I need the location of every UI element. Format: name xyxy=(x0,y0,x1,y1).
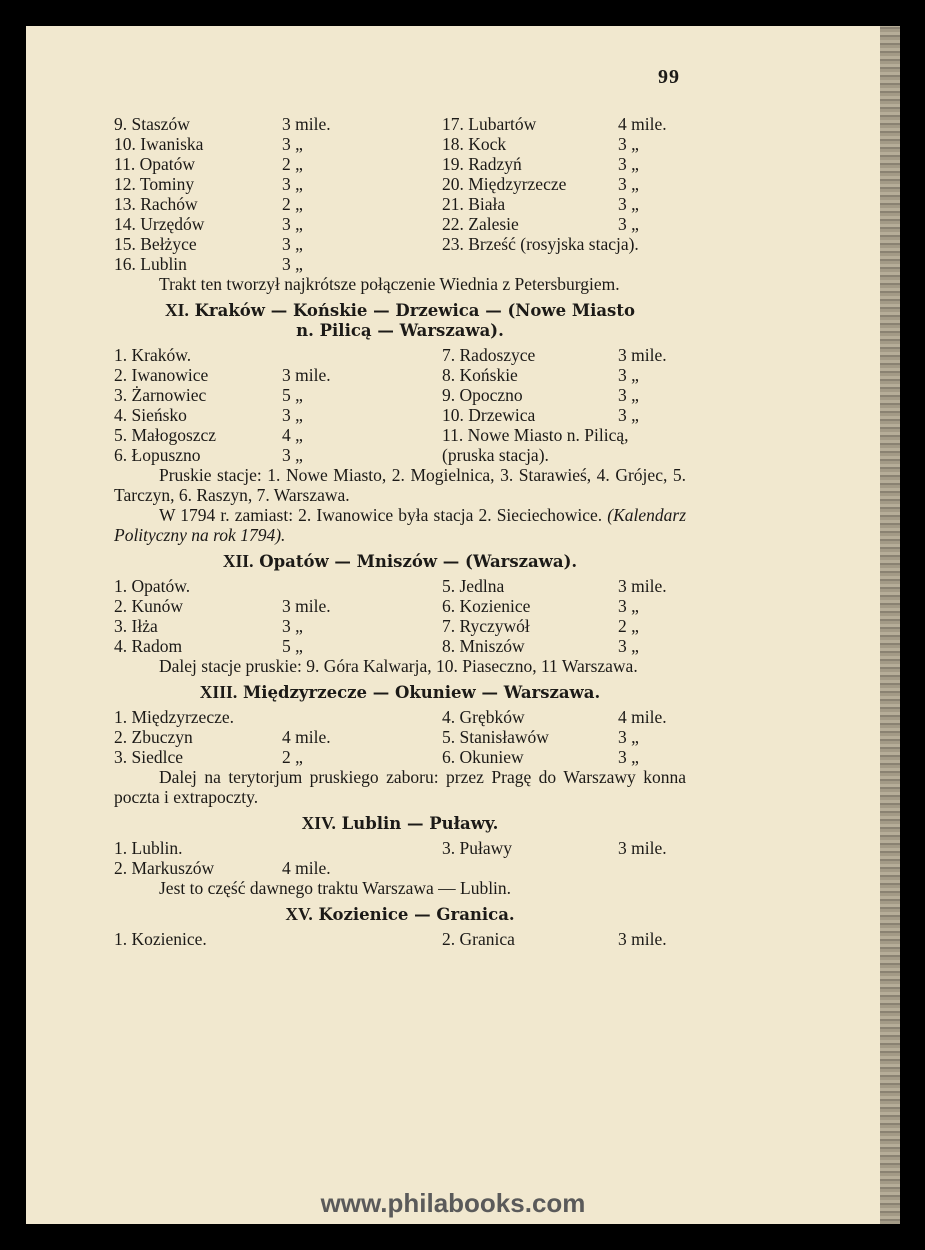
station-name: 5. Małogoszcz xyxy=(114,425,217,445)
station-name: 11. Nowe Miasto n. Pilicą, xyxy=(442,425,629,445)
station-name: 6. Okuniew xyxy=(442,747,524,767)
section-title-line1: Kraków — Końskie — Drzewica — (Nowe Miasto xyxy=(194,301,635,320)
station-row xyxy=(114,747,686,767)
distance-miles: 3 mile. xyxy=(282,365,331,385)
station-row xyxy=(114,425,686,445)
section-title: Lublin — Puławy. xyxy=(341,814,499,833)
station-row xyxy=(114,727,686,747)
distance-miles: 4 „ xyxy=(282,425,303,445)
note-citation: (Kalendarz Polityczny na rok 1794). xyxy=(114,505,686,545)
distance-miles: 3 mile. xyxy=(618,929,667,949)
station-name: 2. Kunów xyxy=(114,596,184,616)
section-number: XIII. xyxy=(199,682,238,702)
station-row xyxy=(114,636,686,656)
station-name: 7. Radoszyce xyxy=(442,345,536,365)
station-row xyxy=(114,616,686,636)
station-name: 18. Kock xyxy=(442,134,507,154)
distance-miles: 4 mile. xyxy=(282,727,331,747)
station-list-xiv xyxy=(114,838,686,878)
paragraph-1794-note xyxy=(114,505,686,545)
station-name: 1. Kozienice. xyxy=(114,929,207,949)
section-number: XIV. xyxy=(301,813,336,833)
station-row xyxy=(114,445,686,465)
distance-miles: 3 „ xyxy=(282,405,303,425)
paragraph-prussian-stations: Pruskie stacje: 1. Nowe Miasto, 2. Mogielnica, 3. Starawieś, 4. Grójec, 5. Tarczyn, 6. Raszyn, 7. Warszawa. xyxy=(114,465,686,505)
distance-miles: 5 „ xyxy=(282,385,303,405)
distance-miles: 3 „ xyxy=(282,214,303,234)
station-row xyxy=(114,576,686,596)
station-name: 16. Lublin xyxy=(114,254,187,274)
section-title-line2: n. Pilicą — Warszawa). xyxy=(296,321,504,340)
station-name: 5. Stanisławów xyxy=(442,727,549,747)
station-list-xi xyxy=(114,345,686,465)
distance-miles: 3 „ xyxy=(282,234,303,254)
station-row xyxy=(114,405,686,425)
station-name: 4. Radom xyxy=(114,636,183,656)
station-name: 12. Tominy xyxy=(114,174,195,194)
section-number: XV. xyxy=(285,904,313,924)
station-row xyxy=(114,234,686,254)
station-name: 3. Siedlce xyxy=(114,747,184,767)
distance-miles: 5 „ xyxy=(282,636,303,656)
station-name: 4. Sieńsko xyxy=(114,405,187,425)
watermark-url: www.philabooks.com xyxy=(320,1188,586,1218)
distance-miles: 2 „ xyxy=(282,154,303,174)
station-name: (pruska stacja). xyxy=(442,445,549,465)
book-binding-edge xyxy=(880,26,900,1224)
section-heading-xiii xyxy=(114,682,686,703)
station-name: 9. Opoczno xyxy=(442,385,523,405)
book-page xyxy=(26,26,880,1224)
station-row xyxy=(114,365,686,385)
distance-miles: 4 mile. xyxy=(618,114,667,134)
section-heading-xv xyxy=(114,904,686,925)
distance-miles: 3 „ xyxy=(618,405,639,425)
station-name: 1. Międzyrzecze. xyxy=(114,707,234,727)
station-name: 2. Iwanowice xyxy=(114,365,209,385)
station-name: 10. Iwaniska xyxy=(114,134,204,154)
station-name: 8. Końskie xyxy=(442,365,518,385)
station-row xyxy=(114,214,686,234)
distance-miles: 3 „ xyxy=(282,445,303,465)
station-name: 14. Urzędów xyxy=(114,214,205,234)
distance-miles: 2 „ xyxy=(282,747,303,767)
station-list-xv xyxy=(114,929,686,949)
section-title: Kozienice — Granica. xyxy=(318,905,515,924)
station-name: 21. Biała xyxy=(442,194,506,214)
station-name: 15. Bełżyce xyxy=(114,234,197,254)
distance-miles: 3 „ xyxy=(618,747,639,767)
distance-miles: 3 „ xyxy=(282,134,303,154)
station-name: 19. Radzyń xyxy=(442,154,522,174)
station-name: 4. Grębków xyxy=(442,707,525,727)
distance-miles: 3 mile. xyxy=(618,838,667,858)
section-heading-xiv xyxy=(114,813,686,834)
station-name: 23. Brześć (rosyjska stacja). xyxy=(442,234,639,254)
paragraph-prussian-territory: Dalej na terytorjum pruskiego zaboru: przez Pragę do Warszawy konna poczta i extrapoczty. xyxy=(114,767,686,807)
station-row xyxy=(114,254,686,274)
station-name: 7. Ryczywół xyxy=(442,616,530,636)
distance-miles: 3 „ xyxy=(618,194,639,214)
station-row xyxy=(114,858,686,878)
station-name: 17. Lubartów xyxy=(442,114,537,134)
paragraph-route-note: Trakt ten tworzył najkrótsze połączenie Wiednia z Petersburgiem. xyxy=(159,274,620,294)
distance-miles: 3 mile. xyxy=(618,576,667,596)
section-number: XI. xyxy=(165,300,189,320)
distance-miles: 3 „ xyxy=(618,727,639,747)
station-name: 2. Markuszów xyxy=(114,858,215,878)
station-name: 1. Kraków. xyxy=(114,345,192,365)
section-title: Opatów — Mniszów — (Warszawa). xyxy=(259,552,578,571)
station-name: 6. Kozienice xyxy=(442,596,531,616)
distance-miles: 4 mile. xyxy=(282,858,331,878)
page-content xyxy=(114,114,686,949)
station-name: 2. Granica xyxy=(442,929,515,949)
station-row xyxy=(114,134,686,154)
station-name: 10. Drzewica xyxy=(442,405,536,425)
distance-miles: 3 mile. xyxy=(282,596,331,616)
distance-miles: 3 „ xyxy=(618,365,639,385)
station-name: 8. Mniszów xyxy=(442,636,525,656)
station-row xyxy=(114,929,686,949)
distance-miles: 3 „ xyxy=(618,134,639,154)
station-list-xiii xyxy=(114,707,686,767)
distance-miles: 3 mile. xyxy=(282,114,331,134)
station-row xyxy=(114,174,686,194)
station-row xyxy=(114,194,686,214)
distance-miles: 2 „ xyxy=(618,616,639,636)
distance-miles: 3 „ xyxy=(618,214,639,234)
distance-miles: 3 „ xyxy=(618,596,639,616)
station-name: 5. Jedlna xyxy=(442,576,505,596)
distance-miles: 3 „ xyxy=(618,174,639,194)
station-name: 1. Opatów. xyxy=(114,576,191,596)
station-name: 3. Iłża xyxy=(114,616,158,636)
station-row xyxy=(114,838,686,858)
page-number: 99 xyxy=(658,66,680,88)
station-row xyxy=(114,385,686,405)
distance-miles: 3 „ xyxy=(618,636,639,656)
distance-miles: 3 „ xyxy=(282,254,303,274)
station-name: 13. Rachów xyxy=(114,194,198,214)
station-name: 11. Opatów xyxy=(114,154,196,174)
paragraph-further-stations: Dalej stacje pruskie: 9. Góra Kalwarja, 10. Piaseczno, 11 Warszawa. xyxy=(159,656,638,676)
distance-miles: 3 „ xyxy=(282,616,303,636)
station-name: 3. Żarnowiec xyxy=(114,385,207,405)
section-number: XII. xyxy=(222,551,254,571)
station-row xyxy=(114,114,686,134)
station-name: 3. Puławy xyxy=(442,838,512,858)
distance-miles: 4 mile. xyxy=(618,707,667,727)
paragraph-old-route: Jest to część dawnego traktu Warszawa — Lublin. xyxy=(159,878,512,898)
note-text: W 1794 r. zamiast: 2. Iwanowice była stacja 2. Sieciechowice. xyxy=(159,505,608,525)
station-name: 22. Zalesie xyxy=(442,214,519,234)
station-row xyxy=(114,154,686,174)
distance-miles: 3 „ xyxy=(618,154,639,174)
section-title: Międzyrzecze — Okuniew — Warszawa. xyxy=(242,683,601,702)
distance-miles: 3 mile. xyxy=(618,345,667,365)
station-name: 1. Lublin. xyxy=(114,838,183,858)
station-row xyxy=(114,596,686,616)
station-list-xii xyxy=(114,576,686,656)
distance-miles: 3 „ xyxy=(282,174,303,194)
station-name: 9. Staszów xyxy=(114,114,190,134)
section-heading-xi xyxy=(114,300,686,341)
station-row xyxy=(114,345,686,365)
station-name: 6. Łopuszno xyxy=(114,445,201,465)
distance-miles: 2 „ xyxy=(282,194,303,214)
station-name: 20. Międzyrzecze xyxy=(442,174,567,194)
station-list-x-continued xyxy=(114,114,686,274)
distance-miles: 3 „ xyxy=(618,385,639,405)
section-heading-xii xyxy=(114,551,686,572)
station-row xyxy=(114,707,686,727)
station-name: 2. Zbuczyn xyxy=(114,727,193,747)
